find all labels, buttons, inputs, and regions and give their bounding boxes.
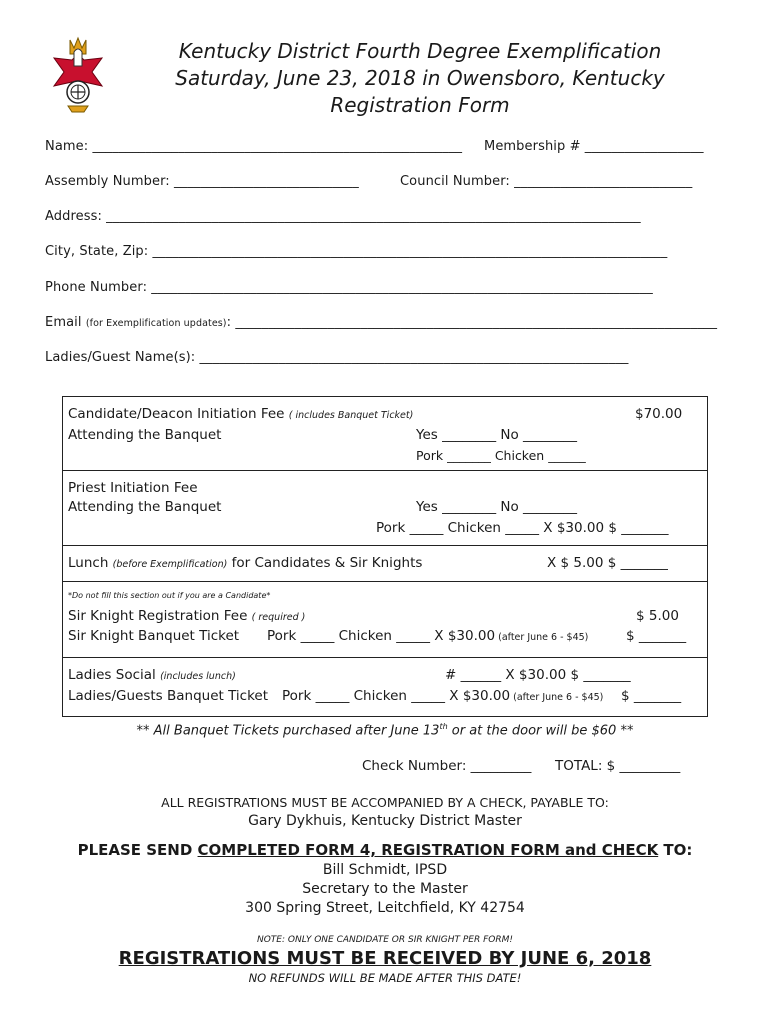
priest-yes-no[interactable]: Yes ________ No ________ [416,499,578,515]
title-line-3: Registration Form [330,93,510,117]
sk-registration-row [68,608,305,624]
membership-field[interactable]: Membership # __________________ [484,139,704,154]
fourth-degree-emblem [48,36,108,114]
mail-address-line-3: 300 Spring Street, Leitchfield, KY 42754 [245,900,525,916]
lunch-rest: for Candidates & Sir Knights [227,555,423,571]
email-field[interactable] [45,315,717,330]
sk-banquet-label: Sir Knight Banquet Ticket [68,628,240,644]
banquet-price-note [0,722,770,738]
sk-registration-label: Sir Knight Registration Fee [68,608,248,624]
council-number-field[interactable]: Council Number: ___________________________ [400,174,693,189]
title-line-2: Saturday, June 23, 2018 in Owensboro, Kentucky [175,66,665,90]
row-divider [62,581,708,582]
one-per-form-note: NOTE: ONLY ONE CANDIDATE OR SIR KNIGHT PER FORM! [256,935,513,945]
attending-banquet-label: Attending the Banquet [68,499,222,515]
sk-banquet-after-note: (after June 6 - $45) [495,632,589,643]
total-field[interactable]: TOTAL: $ _________ [555,758,681,774]
candidate-fee-row [68,406,413,422]
mail-address-line-2: Secretary to the Master [302,881,468,897]
ladies-banquet-line[interactable] [282,688,603,704]
deadline-heading: REGISTRATIONS MUST BE RECEIVED BY JUNE 6, 2018 [118,948,652,969]
send-suffix: TO: [658,841,693,859]
candidate-fee-label: Candidate/Deacon Initiation Fee [68,406,285,422]
sk-banquet-choices: Pork _____ Chicken _____ X $30.00 [267,628,496,644]
row-divider [62,470,708,471]
payee-text: Gary Dykhuis, Kentucky District Master [248,813,522,829]
priest-fee-label: Priest Initiation Fee [68,480,198,496]
sk-banquet-total[interactable]: $ _______ [626,628,687,644]
ladies-banquet-choices: Pork _____ Chicken _____ X $30.00 [282,688,511,704]
sk-banquet-line[interactable] [267,628,588,644]
check-number-field[interactable]: Check Number: _________ [362,758,532,774]
ladies-social-row [68,667,236,683]
candidate-fee-price: $70.00 [635,406,683,422]
banquet-note-sup: th [439,722,448,731]
mail-address-line-1: Bill Schmidt, IPSD [322,862,448,878]
no-refunds-note: NO REFUNDS WILL BE MADE AFTER THIS DATE! [248,971,522,985]
candidate-yes-no[interactable]: Yes ________ No ________ [416,427,578,443]
name-field[interactable]: Name: ________________________________________________________ [45,139,463,154]
email-label: Email [45,315,82,330]
must-accompany-text: ALL REGISTRATIONS MUST BE ACCOMPANIED BY A CHECK, PAYABLE TO: [161,795,609,810]
form-title [140,38,700,119]
banquet-note-text-end: or at the door will be $60 ** [447,723,634,739]
attending-banquet-label: Attending the Banquet [68,427,222,443]
email-line: : _________________________________________________________________________ [226,315,718,330]
sk-registration-price: $ 5.00 [636,608,679,624]
lunch-note: (before Exemplification) [112,559,228,570]
priest-pork-chicken-line[interactable]: Pork _____ Chicken _____ X $30.00 $ _______ [376,520,669,536]
ladies-banquet-after-note: (after June 6 - $45) [510,692,604,703]
send-items: COMPLETED FORM 4, REGISTRATION FORM and CHECK [197,841,659,859]
lunch-label: Lunch [68,555,109,571]
ladies-social-note: (includes lunch) [160,671,236,682]
send-instructions [0,841,770,859]
row-divider [62,545,708,546]
do-not-fill-note: *Do not fill this section out if you are a Candidate* [68,591,271,600]
sk-registration-note: ( required ) [251,612,306,623]
ladies-social-label: Ladies Social [68,667,156,683]
banquet-note-text: ** All Banquet Tickets purchased after June 13 [136,723,440,739]
ladies-banquet-total[interactable]: $ _______ [621,688,682,704]
lunch-row [68,555,422,571]
title-line-1: Kentucky District Fourth Degree Exemplification [178,39,662,63]
send-prefix: PLEASE SEND [77,841,198,859]
ladies-banquet-label: Ladies/Guests Banquet Ticket [68,688,269,704]
ladies-social-line[interactable]: # ______ X $30.00 $ _______ [445,667,631,683]
row-divider [62,657,708,658]
candidate-pork-chicken[interactable]: Pork _______ Chicken ______ [416,448,586,463]
candidate-fee-note: ( includes Banquet Ticket) [288,410,414,421]
phone-number-field[interactable]: Phone Number: ____________________________________________________________________________ [45,280,653,295]
city-state-zip-field[interactable]: City, State, Zip: ______________________________________________________________________________ [45,244,668,259]
lunch-price[interactable]: X $ 5.00 $ _______ [547,555,668,571]
address-field[interactable]: Address: _________________________________________________________________________________ [45,209,641,224]
assembly-number-field[interactable]: Assembly Number: ____________________________ [45,174,359,189]
email-note: (for Exemplification updates) [85,318,227,329]
ladies-guest-names-field[interactable]: Ladies/Guest Name(s): _________________________________________________________________ [45,350,629,365]
